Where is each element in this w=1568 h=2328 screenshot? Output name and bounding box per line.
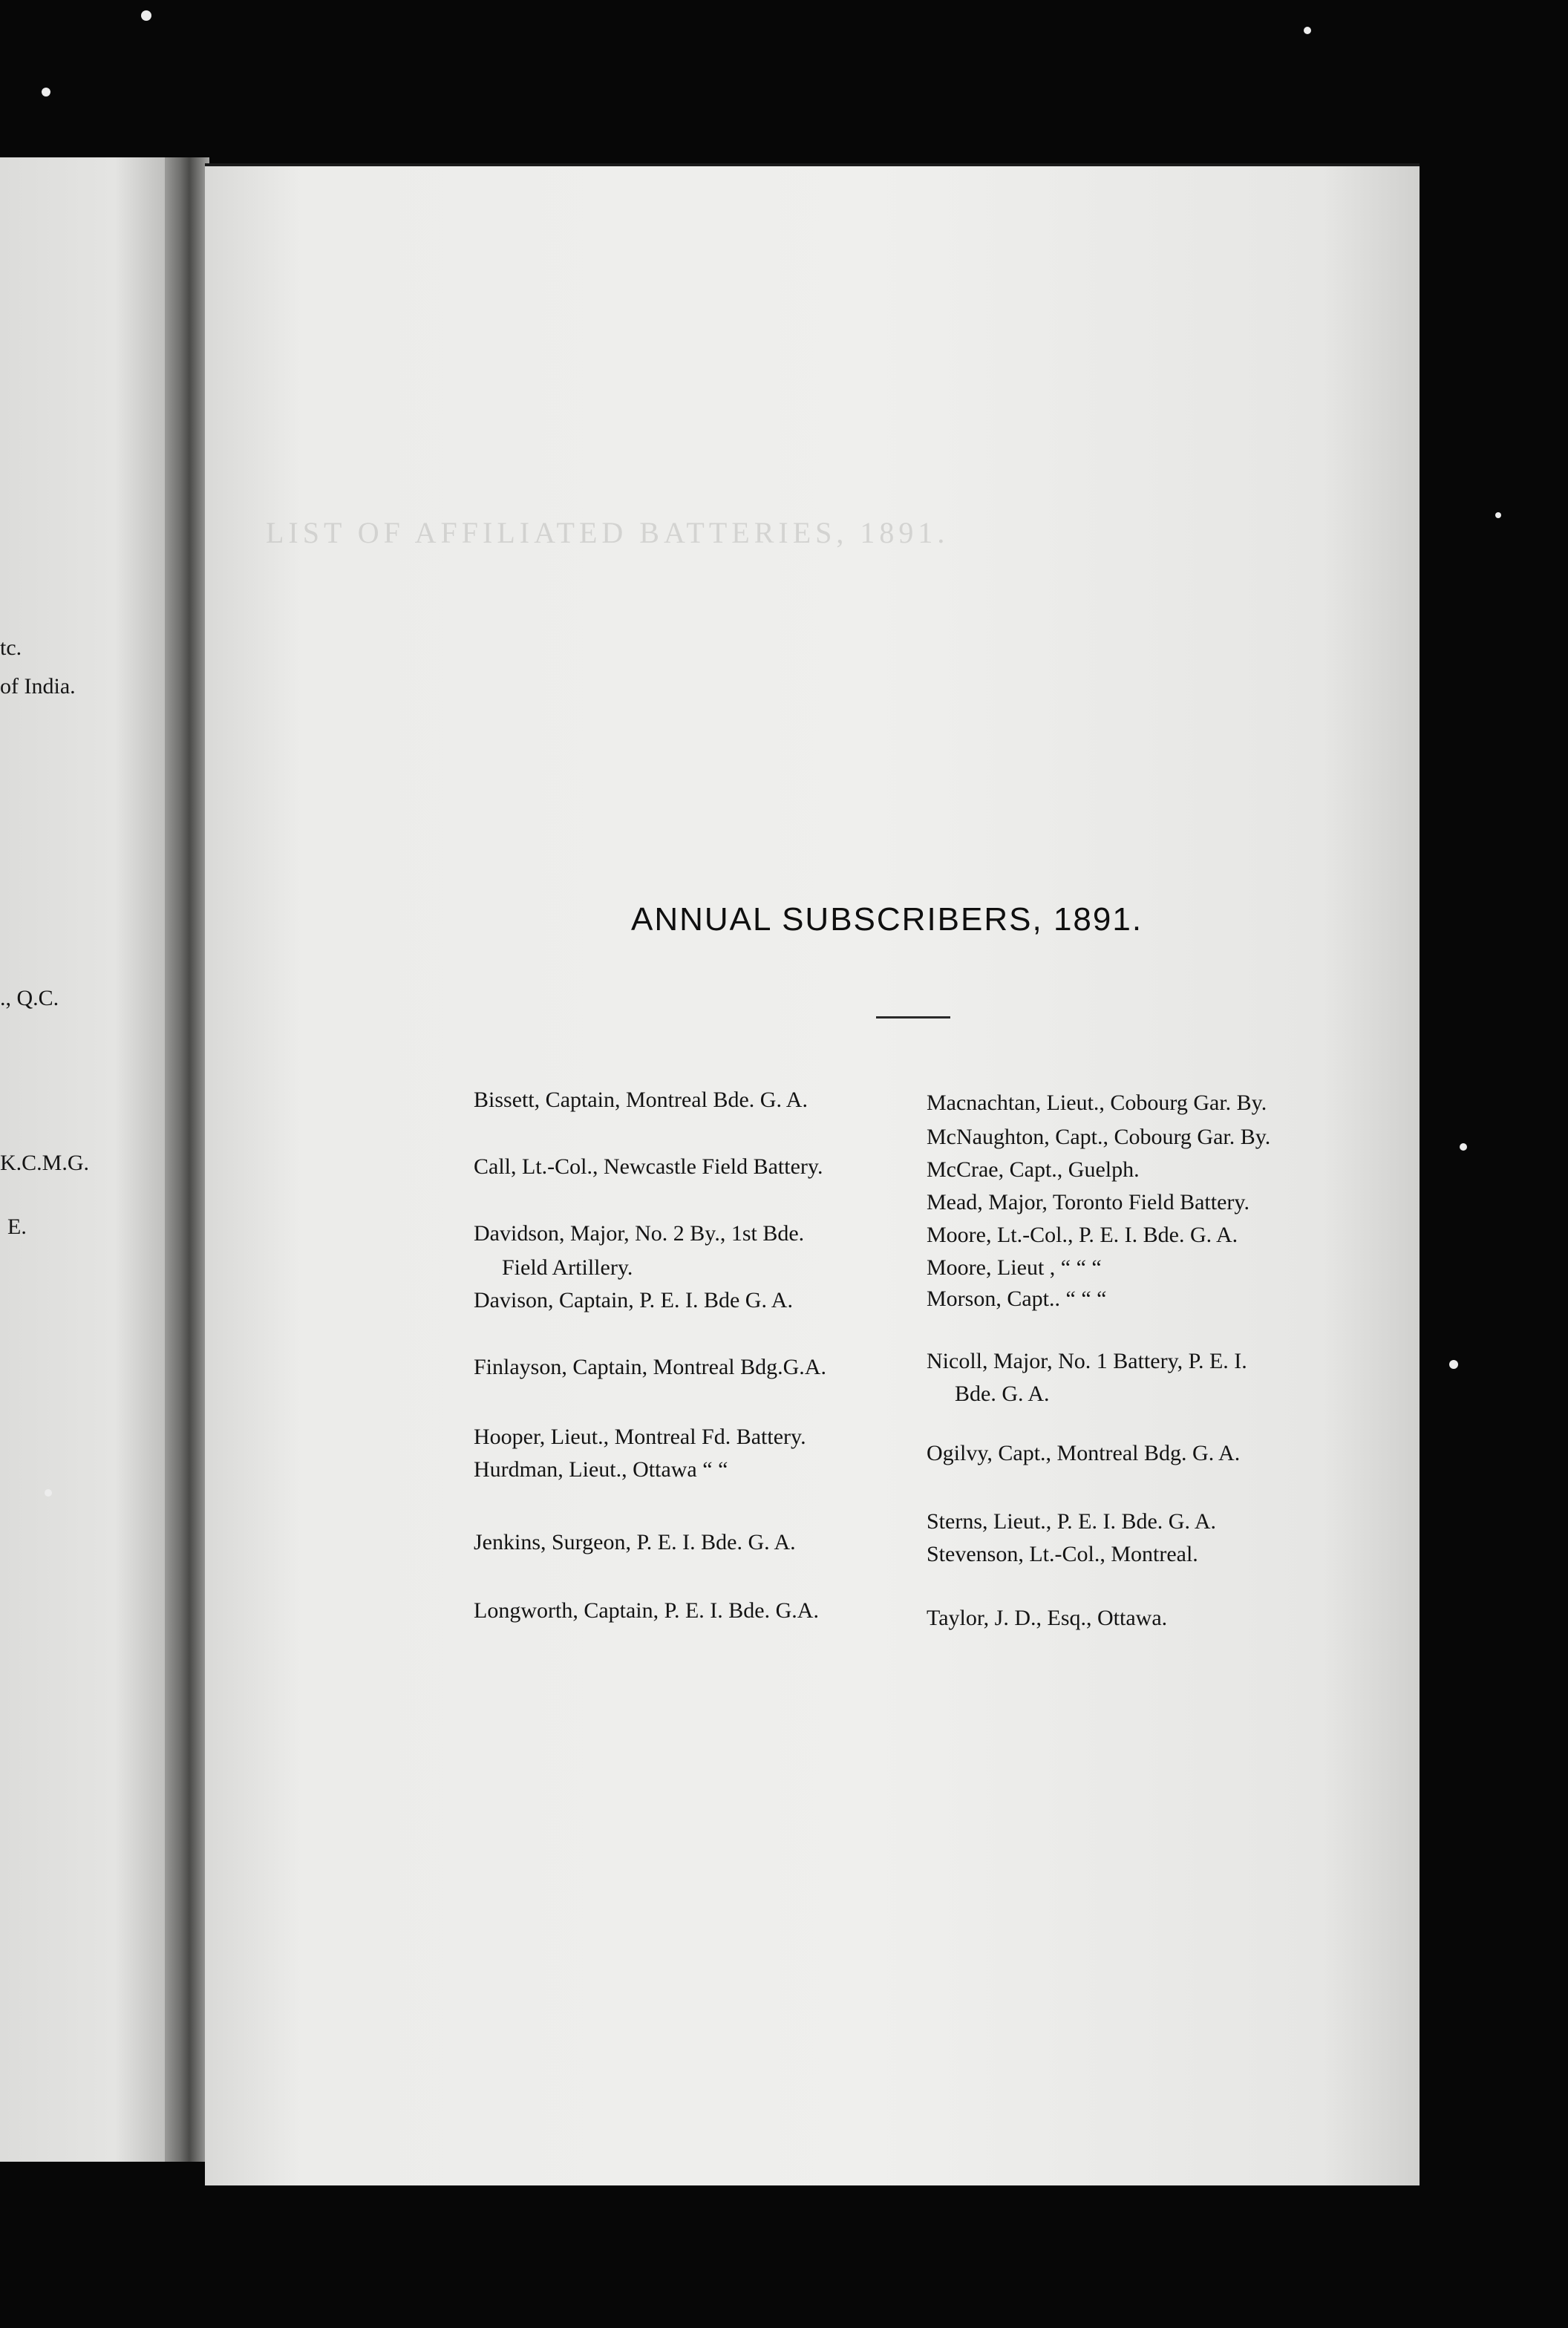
dust-speck [1495,512,1501,518]
left-page-fragment: ., Q.C. [0,986,59,1010]
bleed-through-text: LIST OF AFFILIATED BATTERIES, 1891. [266,516,950,549]
subscriber-entry: Morson, Capt.. “ “ “ [927,1286,1107,1311]
subscriber-entry: Call, Lt.-Col., Newcastle Field Battery. [474,1154,823,1179]
subscriber-entry: Ogilvy, Capt., Montreal Bdg. G. A. [927,1441,1241,1465]
subscriber-entry: Macnachtan, Lieut., Cobourg Gar. By. [927,1091,1267,1115]
dust-speck [1304,27,1311,34]
subscriber-entry: Stevenson, Lt.-Col., Montreal. [927,1542,1198,1566]
subscriber-entry: Taylor, J. D., Esq., Ottawa. [927,1606,1168,1630]
subscriber-entry: Moore, Lt.-Col., P. E. I. Bde. G. A. [927,1223,1238,1247]
dust-speck [141,10,151,21]
dust-speck [1460,1143,1467,1151]
subscriber-entry: Davison, Captain, P. E. I. Bde G. A. [474,1288,793,1312]
subscriber-entry: Jenkins, Surgeon, P. E. I. Bde. G. A. [474,1530,796,1554]
subscriber-entry: McCrae, Capt., Guelph. [927,1157,1140,1182]
subscriber-entry: Hooper, Lieut., Montreal Fd. Battery. [474,1425,806,1449]
dust-speck [1449,1360,1458,1369]
title-divider [876,1016,950,1018]
main-page [205,163,1420,2185]
subscriber-entry: Mead, Major, Toronto Field Battery. [927,1190,1250,1214]
subscriber-entry: Davidson, Major, No. 2 By., 1st Bde. [474,1221,805,1246]
page-title: ANNUAL SUBSCRIBERS, 1891. [631,901,1143,938]
subscriber-entry: Longworth, Captain, P. E. I. Bde. G.A. [474,1598,819,1623]
left-page-fragment: tc. [0,635,22,660]
subscriber-entry: Hurdman, Lieut., Ottawa “ “ [474,1457,728,1482]
subscriber-entry: Finlayson, Captain, Montreal Bdg.G.A. [474,1355,826,1379]
left-page-fragment: E. [7,1214,27,1239]
subscriber-entry-continuation: Field Artillery. [502,1255,633,1280]
subscriber-entry: Bissett, Captain, Montreal Bde. G. A. [474,1088,808,1112]
subscriber-entry: Moore, Lieut , “ “ “ [927,1255,1102,1280]
dust-speck [45,1489,52,1497]
dust-speck [42,88,50,97]
subscriber-entry: McNaughton, Capt., Cobourg Gar. By. [927,1125,1271,1149]
left-page-fragment: K.C.M.G. [0,1151,90,1175]
subscriber-entry: Sterns, Lieut., P. E. I. Bde. G. A. [927,1509,1216,1534]
subscriber-entry-continuation: Bde. G. A. [955,1382,1050,1406]
left-page-fragment: of India. [0,674,76,699]
subscriber-entry: Nicoll, Major, No. 1 Battery, P. E. I. [927,1349,1247,1373]
book-gutter [165,157,209,2162]
left-page [0,157,192,2162]
